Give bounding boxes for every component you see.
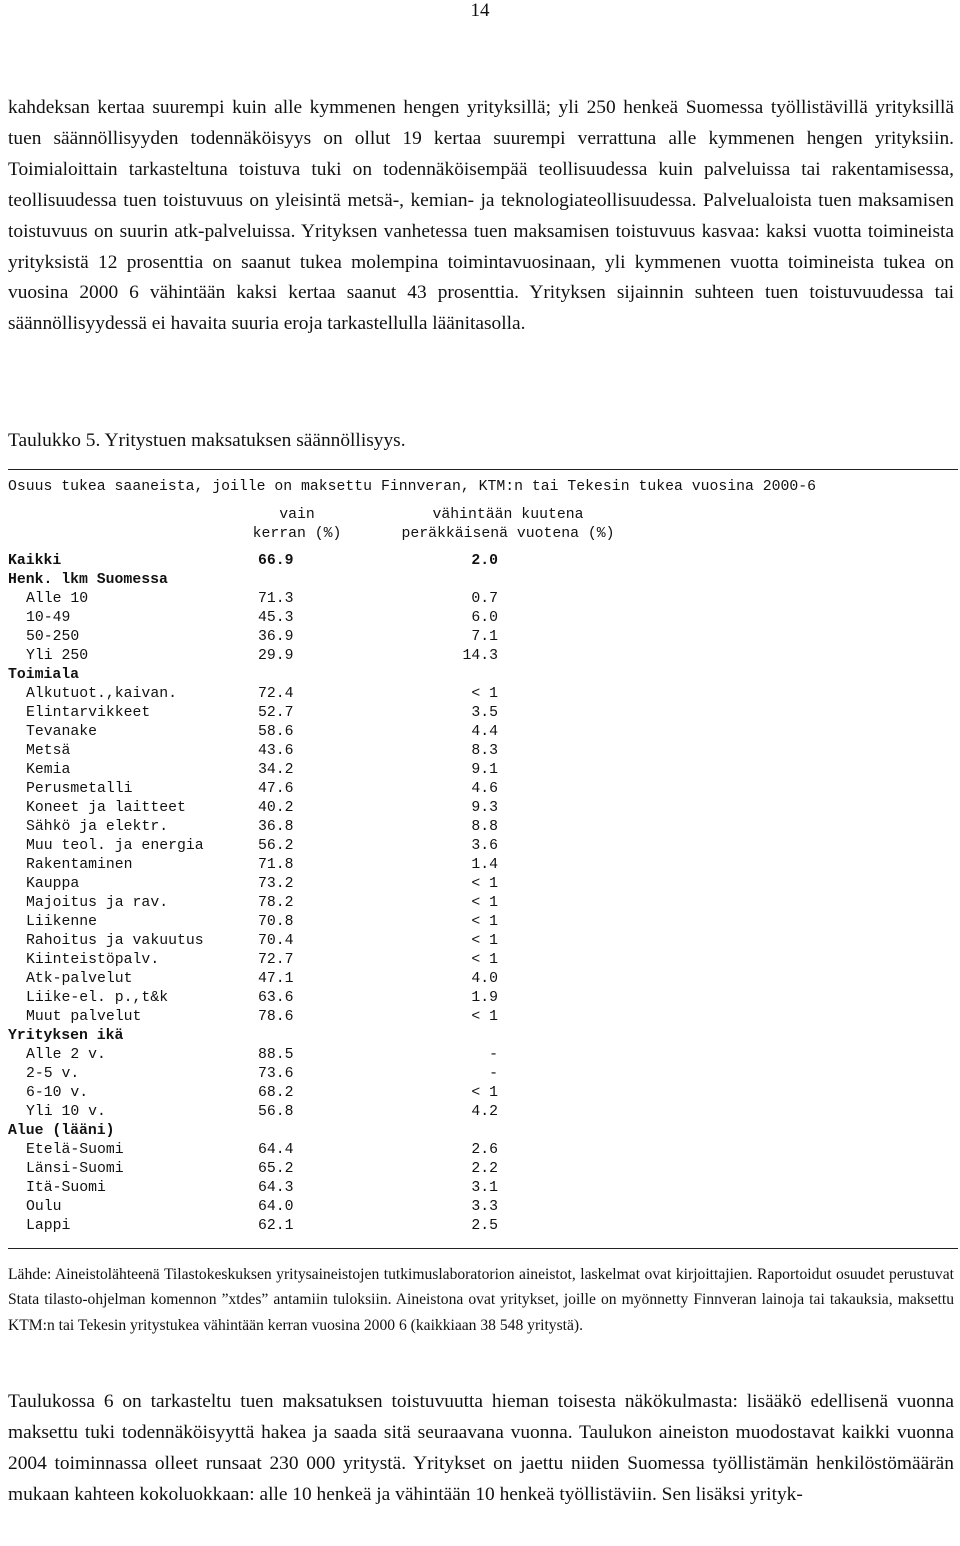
table-row bbox=[0, 1084, 960, 1103]
table-row bbox=[0, 552, 960, 571]
table-row bbox=[0, 1160, 960, 1179]
row-label: Tevanake bbox=[26, 724, 98, 740]
row-label: 10-49 bbox=[26, 610, 71, 626]
row-label: Alle 10 bbox=[26, 591, 89, 607]
value-six-years: 3.3 bbox=[471, 1199, 498, 1215]
row-label: Yli 250 bbox=[26, 648, 89, 664]
column-header-six-years: vähintään kuutena peräkkäisenä vuotena (%) bbox=[401, 507, 615, 542]
table-row bbox=[0, 1217, 960, 1236]
row-label: Länsi-Suomi bbox=[26, 1161, 124, 1177]
page-number: 14 bbox=[470, 0, 490, 21]
table-row bbox=[0, 1179, 960, 1198]
row-label: Kiinteistöpalv. bbox=[26, 952, 160, 968]
table-row bbox=[0, 609, 960, 628]
value-once: 65.2 bbox=[258, 1161, 294, 1177]
value-once: 36.9 bbox=[258, 629, 294, 645]
value-once: 62.1 bbox=[258, 1218, 294, 1234]
value-once: 63.6 bbox=[258, 990, 294, 1006]
table-row bbox=[0, 761, 960, 780]
table-group-heading bbox=[0, 1122, 960, 1141]
table-row bbox=[0, 856, 960, 875]
row-label: Liike-el. p.,t&k bbox=[26, 990, 169, 1006]
row-label: 6-10 v. bbox=[26, 1085, 89, 1101]
row-label: Lappi bbox=[26, 1218, 71, 1234]
table-header: Osuus tukea saaneista, joille on maksettu Finnveran, KTM:n tai Tekesin tukea vuosina 2000-6 bbox=[8, 479, 817, 495]
value-six-years: 2.0 bbox=[471, 553, 498, 569]
row-label: Oulu bbox=[26, 1199, 62, 1215]
row-label: Etelä-Suomi bbox=[26, 1142, 124, 1158]
value-once: 52.7 bbox=[258, 705, 294, 721]
table-row bbox=[0, 932, 960, 951]
value-six-years: 2.5 bbox=[471, 1218, 498, 1234]
table-body bbox=[0, 552, 960, 1236]
row-label: Elintarvikkeet bbox=[26, 705, 151, 721]
table-bottom-rule bbox=[8, 1248, 958, 1249]
table-row bbox=[0, 1141, 960, 1160]
row-label: Atk-palvelut bbox=[26, 971, 133, 987]
table-row bbox=[0, 704, 960, 723]
row-label: Yrityksen ikä bbox=[8, 1028, 124, 1044]
table-row bbox=[0, 799, 960, 818]
value-once: 66.9 bbox=[258, 553, 294, 569]
row-label: Henk. lkm Suomessa bbox=[8, 572, 168, 588]
row-label: Majoitus ja rav. bbox=[26, 895, 169, 911]
value-once: 72.7 bbox=[258, 952, 294, 968]
value-once: 70.4 bbox=[258, 933, 294, 949]
table-row bbox=[0, 723, 960, 742]
table-row bbox=[0, 837, 960, 856]
table-row bbox=[0, 913, 960, 932]
row-label: Rakentaminen bbox=[26, 857, 133, 873]
value-six-years: 8.3 bbox=[471, 743, 498, 759]
row-label: Sähkö ja elektr. bbox=[26, 819, 169, 835]
table-row bbox=[0, 742, 960, 761]
table-row bbox=[0, 1198, 960, 1217]
row-label: Yli 10 v. bbox=[26, 1104, 106, 1120]
table-top-rule bbox=[8, 469, 958, 470]
value-once: 56.8 bbox=[258, 1104, 294, 1120]
table-row bbox=[0, 1046, 960, 1065]
row-label: Kaikki bbox=[8, 553, 62, 569]
value-once: 36.8 bbox=[258, 819, 294, 835]
value-six-years: 4.6 bbox=[471, 781, 498, 797]
value-once: 45.3 bbox=[258, 610, 294, 626]
value-once: 29.9 bbox=[258, 648, 294, 664]
value-six-years: - bbox=[489, 1047, 498, 1063]
value-once: 88.5 bbox=[258, 1047, 294, 1063]
value-six-years: 14.3 bbox=[462, 648, 498, 664]
value-six-years: < 1 bbox=[471, 914, 498, 930]
value-six-years: 8.8 bbox=[471, 819, 498, 835]
row-label: 50-250 bbox=[26, 629, 80, 645]
value-six-years: 9.1 bbox=[471, 762, 498, 778]
table-row bbox=[0, 590, 960, 609]
value-six-years: < 1 bbox=[471, 686, 498, 702]
value-six-years: 0.7 bbox=[471, 591, 498, 607]
table-caption: Taulukko 5. Yritystuen maksatuksen säännöllisyys. bbox=[8, 430, 406, 451]
value-once: 71.8 bbox=[258, 857, 294, 873]
value-once: 78.2 bbox=[258, 895, 294, 911]
table-source-note: Lähde: Aineistolähteenä Tilastokeskuksen yritysaineistojen tutkimuslaboratorion aineistot, laskelmat ovat kirjoittajien. Raportoidut osuudet perustuvat Stata tilasto-ohjelman komennon ”xtdes” antamiin tuloksiin. Aineistona ovat yritykset, joille on myönnetty Finnveran lainoja tai takauksia, maksettu KTM:n tai Tekesin yritystukea vähintään kerran vuosina 2000 6 (kaikkiaan 38 548 yritystä). bbox=[8, 1266, 954, 1334]
row-label: Toimiala bbox=[8, 667, 80, 683]
table-row bbox=[0, 1065, 960, 1084]
table-row bbox=[0, 970, 960, 989]
value-once: 73.2 bbox=[258, 876, 294, 892]
value-six-years: 3.6 bbox=[471, 838, 498, 854]
value-six-years: 2.6 bbox=[471, 1142, 498, 1158]
value-once: 64.4 bbox=[258, 1142, 294, 1158]
value-once: 47.6 bbox=[258, 781, 294, 797]
row-label: Alue (lääni) bbox=[8, 1123, 115, 1139]
value-once: 68.2 bbox=[258, 1085, 294, 1101]
table-row bbox=[0, 989, 960, 1008]
value-once: 64.0 bbox=[258, 1199, 294, 1215]
value-six-years: < 1 bbox=[471, 952, 498, 968]
value-six-years: < 1 bbox=[471, 895, 498, 911]
value-six-years: 4.2 bbox=[471, 1104, 498, 1120]
value-six-years: 6.0 bbox=[471, 610, 498, 626]
value-six-years: 9.3 bbox=[471, 800, 498, 816]
row-label: Kauppa bbox=[26, 876, 80, 892]
table-group-heading bbox=[0, 1027, 960, 1046]
table-row bbox=[0, 780, 960, 799]
value-six-years: 3.1 bbox=[471, 1180, 498, 1196]
value-once: 56.2 bbox=[258, 838, 294, 854]
body-paragraph-1: kahdeksan kertaa suurempi kuin alle kymmenen hengen yrityksillä; yli 250 henkeä Suomessa työllistävillä yrityksillä tuen säännöllisyyden todennäköisyys on ollut 19 kertaa suurempi verrattuna alle kymmenen hengen yrityksiin. Toimialoittain tarkasteltuna toistuva tuki on todennäköisempää teollisuudessa kuin palveluissa tai rakentamisessa, teollisuudessa tuen toistuvuus on yleisintä metsä-, kemian- ja teknologiateollisuudessa. Palvelualoista tuen maksamisen toistuvuus on suurin atk-palveluissa. Yrityksen vanhetessa tuen maksamisen toistuvuus kasvaa: kaksi vuotta toimineista yrityksistä 12 prosenttia on saanut tukea molempina toimintavuosinaan, yli kymmenen vuotta toimineista tukea on vuosina 2000 6 vähintään kaksi kertaa saanut 43 prosenttia. Yrityksen sijainnin suhteen tuen toistuvuudessa tai säännöllisyydessä ei havaita suuria eroja tarkastellulla läänitasolla. bbox=[8, 97, 954, 335]
table-row bbox=[0, 894, 960, 913]
row-label: Itä-Suomi bbox=[26, 1180, 106, 1196]
value-six-years: 1.9 bbox=[471, 990, 498, 1006]
table-row bbox=[0, 818, 960, 837]
value-once: 34.2 bbox=[258, 762, 294, 778]
table-row bbox=[0, 875, 960, 894]
value-once: 64.3 bbox=[258, 1180, 294, 1196]
value-once: 78.6 bbox=[258, 1009, 294, 1025]
row-label: Metsä bbox=[26, 743, 71, 759]
value-six-years: < 1 bbox=[471, 933, 498, 949]
value-once: 73.6 bbox=[258, 1066, 294, 1082]
row-label: Alle 2 v. bbox=[26, 1047, 106, 1063]
value-once: 72.4 bbox=[258, 686, 294, 702]
row-label: Muu teol. ja energia bbox=[26, 838, 204, 854]
value-once: 58.6 bbox=[258, 724, 294, 740]
column-header-once: vain kerran (%) bbox=[252, 507, 342, 542]
value-once: 71.3 bbox=[258, 591, 294, 607]
value-six-years: < 1 bbox=[471, 876, 498, 892]
value-six-years: 2.2 bbox=[471, 1161, 498, 1177]
table-group-heading bbox=[0, 571, 960, 590]
table-row bbox=[0, 1103, 960, 1122]
table-group-heading bbox=[0, 666, 960, 685]
value-once: 47.1 bbox=[258, 971, 294, 987]
table-row bbox=[0, 951, 960, 970]
value-six-years: 1.4 bbox=[471, 857, 498, 873]
row-label: Perusmetalli bbox=[26, 781, 133, 797]
table-row bbox=[0, 685, 960, 704]
table-row bbox=[0, 647, 960, 666]
row-label: Liikenne bbox=[26, 914, 98, 930]
row-label: Muut palvelut bbox=[26, 1009, 142, 1025]
value-once: 43.6 bbox=[258, 743, 294, 759]
value-once: 40.2 bbox=[258, 800, 294, 816]
row-label: Alkutuot.,kaivan. bbox=[26, 686, 177, 702]
body-paragraph-2: Taulukossa 6 on tarkasteltu tuen maksatuksen toistuvuutta hieman toisesta näkökulmasta: lisääkö edellisenä vuonna maksettu tuki todennäköisyyttä hakea ja saada sitä seuraavana vuonna. Taulukon aineiston muodostavat kaikki vuonna 2004 toiminnassa olleet runsaat 230 000 yritystä. Yritykset on jaettu niiden Suomessa työllistämän henkilöstömäärän mukaan kahteen kokoluokkaan: alle 10 henkeä ja vähintään 10 henkeä työllistäviin. Sen lisäksi yrityk- bbox=[8, 1391, 954, 1505]
value-six-years: 4.4 bbox=[471, 724, 498, 740]
value-six-years: 7.1 bbox=[471, 629, 498, 645]
value-six-years: < 1 bbox=[471, 1009, 498, 1025]
value-six-years: < 1 bbox=[471, 1085, 498, 1101]
table-row bbox=[0, 1008, 960, 1027]
value-six-years: 3.5 bbox=[471, 705, 498, 721]
table-row bbox=[0, 628, 960, 647]
value-six-years: 4.0 bbox=[471, 971, 498, 987]
row-label: Koneet ja laitteet bbox=[26, 800, 186, 816]
value-six-years: - bbox=[489, 1066, 498, 1082]
value-once: 70.8 bbox=[258, 914, 294, 930]
row-label: Kemia bbox=[26, 762, 71, 778]
row-label: 2-5 v. bbox=[26, 1066, 80, 1082]
row-label: Rahoitus ja vakuutus bbox=[26, 933, 204, 949]
